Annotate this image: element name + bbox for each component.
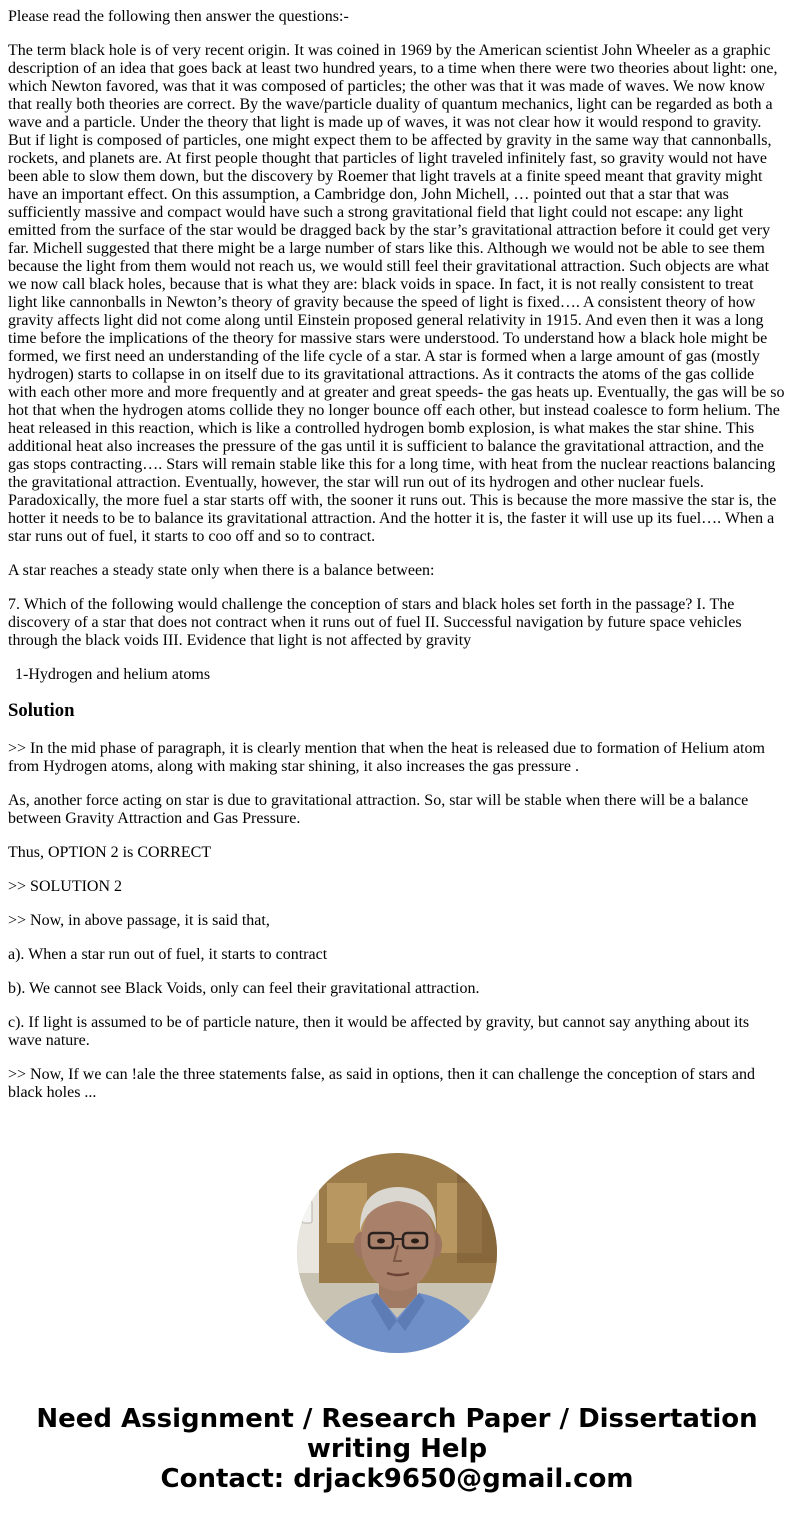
- solution-paragraph: >> Now, in above passage, it is said that,: [8, 912, 270, 929]
- solution-heading: Solution: [8, 700, 75, 721]
- solution-paragraph: b). We cannot see Black Voids, only can feel their gravitational attraction.: [8, 980, 480, 997]
- banner-line-2: writing Help: [306, 1434, 488, 1464]
- answer-option-1: 1-Hydrogen and helium atoms: [15, 666, 211, 683]
- banner-line-1: Need Assignment / Research Paper / Dissertation: [36, 1404, 758, 1434]
- solution-paragraph: c). If light is assumed to be of particle nature, then it would be affected by gravity, but cannot say anything about its wave nature.: [8, 1014, 750, 1049]
- question-7: 7. Which of the following would challenge the conception of stars and black holes set forth in the passage? I. The discovery of a star that does not contract when it runs out of fuel II. Successful navigation by future space vehicles through the black voids III. Evidence that light is not affected by gravity: [8, 596, 742, 649]
- solution-paragraph: >> SOLUTION 2: [8, 878, 123, 895]
- tutor-avatar: [297, 1153, 497, 1353]
- solution-paragraph: >> In the mid phase of paragraph, it is clearly mention that when the heat is released due to formation of Helium atom from Hydrogen atoms, along with making star shining, it also increases the gas pressure .: [8, 740, 765, 775]
- banner-contact: Contact: drjack9650@gmail.com: [160, 1464, 634, 1494]
- passage-text: The term black hole is of very recent origin. It was coined in 1969 by the American scientist John Wheeler as a graphic description of an idea that goes back at least two hundred years, to a time when there were two theories about light: one, which Newton favored, was that it was composed of particles; the other was that it was made of waves. We now know that really both theories are correct. By the wave/particle duality of quantum mechanics, light can be regarded as both a wave and a particle. Under the theory that light is made up of waves, it was not clear how it would respond to gravity. But if light is composed of particles, one might expect them to be affected by gravity in the same way that cannonballs, rockets, and planets are. At first people thought that particles of light traveled infinitely fast, so gravity would not have been able to slow them down, but the discovery by Roemer that light travels at a finite speed meant that gravity might have an important effect. On this assumption, a Cambridge don, John Michell, … pointed out that a star that was sufficiently massive and compact would have such a strong gravitational field that light could not escape: any light emitted from the surface of the star would be dragged back by the star’s gravitational attraction before it could get very far. Michell suggested that there might be a large number of stars like this. Although we would not be able to see them because the light from them would not reach us, we would still feel their gravitational attraction. Such objects are what we now call black holes, because that is what they are: black voids in space. In fact, it is not really consistent to treat light like cannonballs in Newton’s theory of gravity because the speed of light is fixed…. A consistent theory of how gravity affects light did not come along until Einstein proposed general relativity in 1915. And even then it was a long time before the implications of the theory for massive stars were understood. To understand how a black hole might be formed, we first need an understanding of the life cycle of a star. A star is formed when a large amount of gas (mostly hydrogen) starts to collapse in on itself due to its gravitational attractions. As it contracts the atoms of the gas collide with each other more and more frequently and at greater and great speeds- the gas heats up. Eventually, the gas will be so hot that when the hydrogen atoms collide they no longer bounce off each other, but instead coalesce to form helium. The heat released in this reaction, which is like a controlled hydrogen bomb explosion, is what makes the star shine. This additional heat also increases the pressure of the gas until it is sufficient to balance the gravitational attraction, and the gas stops contracting…. Stars will remain stable like this for a long time, with heat from the nuclear reactions balancing the gravitational attraction. Eventually, however, the star will run out of its hydrogen and other nuclear fuels. Paradoxically, the more fuel a star starts off with, the sooner it runs out. This is because the more massive the star is, the hotter it needs to be to balance its gravitational attraction. And the hotter it is, the faster it will use up its fuel…. When a star runs out of fuel, it starts to coo off and so to contract.: [8, 42, 785, 545]
- solution-paragraph: Thus, OPTION 2 is CORRECT: [8, 844, 212, 861]
- question-1: A star reaches a steady state only when there is a balance between:: [8, 562, 435, 579]
- solution-paragraph: As, another force acting on star is due to gravitational attraction. So, star will be stable when there will be a balance between Gravity Attraction and Gas Pressure.: [8, 792, 749, 827]
- solution-paragraph: >> Now, If we can !ale the three statements false, as said in options, then it can challenge the conception of stars and black holes ...: [8, 1066, 755, 1101]
- document-body: [8, 8, 786, 1118]
- promo-banner: [0, 1404, 794, 1494]
- solution-paragraph: a). When a star run out of fuel, it starts to contract: [8, 946, 328, 963]
- intro-text: Please read the following then answer the questions:-: [8, 8, 349, 25]
